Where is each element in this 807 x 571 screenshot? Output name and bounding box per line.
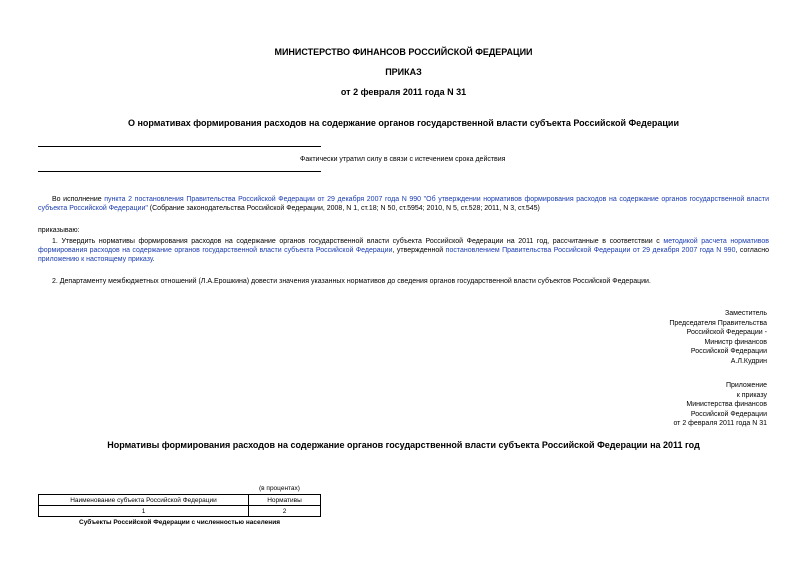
item1-link-methodology[interactable]: методикой расчета нормативов формирования расходов на содержание органов государственной власти субъекта Российской Федерации [38,238,769,254]
item2-paragraph: 2. Департаменту межбюджетных отношений (Л.А.Ерошкина) довести значения указанных нормативов до сведения органов государственной власти субъектов Российской Федерации. [52,278,651,285]
divider-bottom [38,171,321,172]
table-number-row [39,506,321,517]
appendix-line-5: от 2 февраля 2011 года N 31 [673,420,767,428]
document-date-number: от 2 февраля 2011 года N 31 [340,87,467,97]
signature-block [669,309,767,367]
appendix-line-1: Приложение [725,382,767,389]
signature-name: А.Л.Кудрин [730,357,767,365]
table-header-row [39,495,321,506]
preamble-paragraph [38,195,769,213]
document-title: О нормативах формирования расходов на содержание органов государственной власти субъекта Российской Федерации [127,118,679,128]
table-group-label: Субъекты Российской Федерации с численностью населения [79,518,280,526]
appendix-line-2: к приказу [736,391,767,399]
preamble-text-2: (Собрание законодательства Российской Федерации, 2008, N 1, ст.18; N 50, ст.5954; 2010, N 5, ст.528; 2011, N 3, ст.545) [147,205,540,212]
order-word: приказываю: [38,227,80,234]
signature-line-2: Председателя Правительства [669,319,767,327]
table-unit-note: (в процентах) [259,485,300,492]
appendix-title: Нормативы формирования расходов на содержание органов государственной власти субъекта Российской Федерации на 2011 год [107,440,700,450]
table-colnum-1: 1 [39,506,249,517]
divider-top [38,146,321,147]
ministry-heading: МИНИСТЕРСТВО ФИНАНСОВ РОССИЙСКОЙ ФЕДЕРАЦИИ [274,47,533,57]
item1-text-1: 1. Утвердить нормативы формирования расходов на содержание органов государственной власти субъекта Российской Федерации на 2011 год, рассчитанные в соответствии с [52,238,664,245]
item1-text-4: . [152,256,155,263]
preamble-text-1: Во исполнение [52,196,105,203]
appendix-line-4: Российской Федерации [690,410,767,418]
appendix-block [673,381,767,429]
table-colnum-2: 2 [249,506,321,517]
table-header-subject: Наименование субъекта Российской Федерации [39,495,249,506]
item1-text-2: , утвержденной [392,247,446,254]
item1-link-decree[interactable]: постановлением Правительства Российской Федерации от 29 декабря 2007 года N 990 [445,247,736,254]
signature-line-5: Российской Федерации [690,348,767,356]
signature-line-4: Министр финансов [704,338,767,346]
signature-line-1: Заместитель [725,310,767,317]
document-type: ПРИКАЗ [385,67,422,77]
status-note: Фактически утратил силу в связи с истечением срока действия [300,156,506,163]
norms-table [38,494,321,527]
table-group-row [39,517,321,528]
item1-link-appendix[interactable]: приложению к настоящему приказу [38,256,153,263]
preamble-link-decree[interactable]: пункта 2 постановления Правительства Российской Федерации от 29 декабря 2007 года N 990 "Об утверждении нормативов формирования расходов на содержание органов государственной власти субъекта Российской Федерации" [38,196,770,212]
table-header-norms: Нормативы [249,495,321,506]
appendix-line-3: Министерства финансов [686,401,767,409]
item1-text-3: , согласно [735,247,769,254]
item1-paragraph [38,237,769,264]
signature-line-3: Российской Федерации - [686,329,767,337]
